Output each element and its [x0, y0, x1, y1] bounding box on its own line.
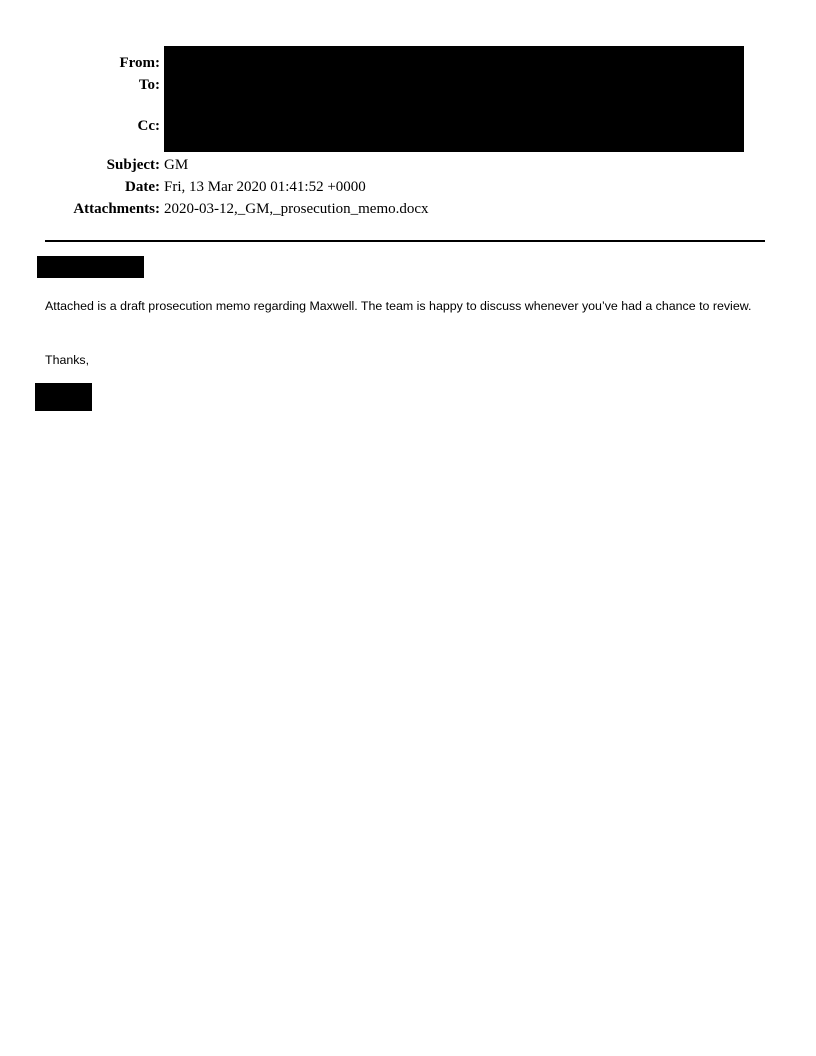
header-divider [45, 240, 765, 242]
subject-value: GM [164, 157, 189, 173]
to-label: To: [138, 77, 160, 93]
date-label: Date: [125, 179, 160, 195]
date-value: Fri, 13 Mar 2020 01:41:52 +0000 [164, 179, 366, 195]
recipients-redaction [164, 46, 744, 152]
cc-label: Cc: [137, 118, 160, 134]
subject-label: Subject: [106, 157, 160, 173]
attachment-filename[interactable]: 2020-03-12,_GM,_prosecution_memo.docx [164, 201, 429, 217]
signature-redaction [35, 383, 92, 411]
message-closing: Thanks, [45, 353, 90, 367]
attachments-label: Attachments: [73, 201, 160, 217]
from-label: From: [119, 55, 160, 71]
salutation-redaction [37, 256, 144, 278]
message-paragraph: Attached is a draft prosecution memo regarding Maxwell. The team is happy to discuss whenever you’ve had a chance to review. [45, 299, 752, 313]
